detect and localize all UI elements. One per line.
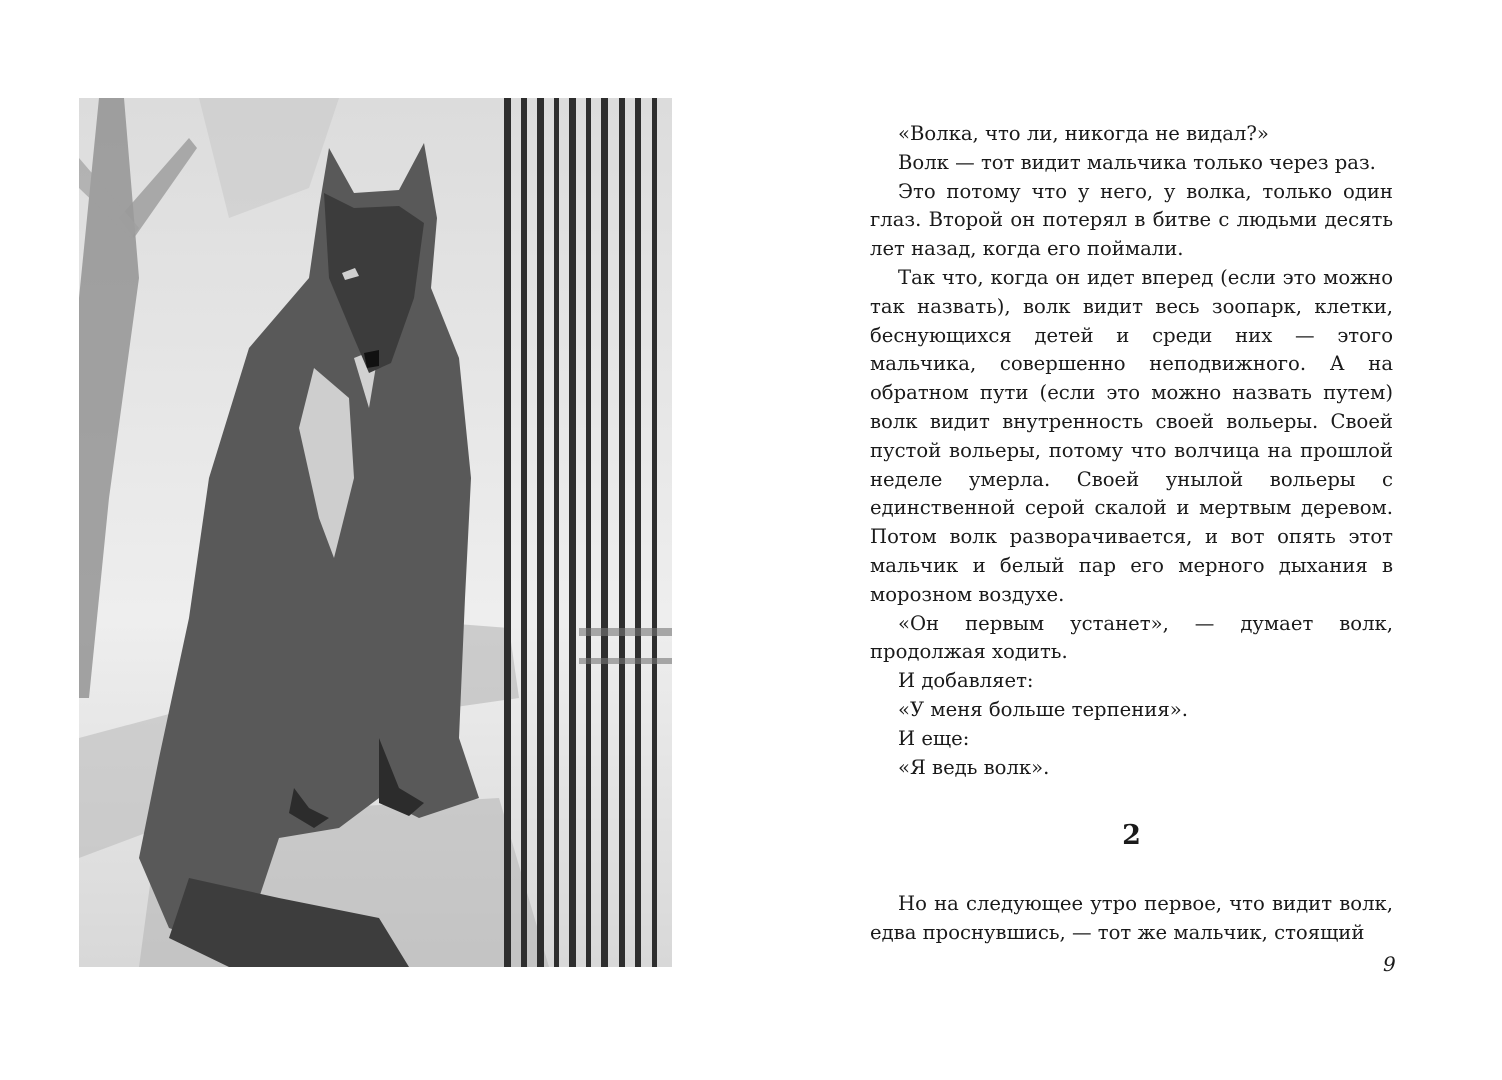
wolf-illustration	[79, 98, 672, 967]
paragraph: Но на следующее утро первое, что видит волк, едва проснувшись, — тот же мальчик, стоящий	[870, 892, 1393, 945]
chapter-heading: 2	[1122, 820, 1141, 852]
page-text	[870, 120, 1393, 948]
right-page	[751, 0, 1502, 1080]
paragraph: «У меня больше терпения».	[898, 697, 1188, 721]
page-number: 9	[1383, 952, 1396, 976]
paragraph: «Я ведь волк».	[898, 755, 1050, 779]
paragraph: «Он первым устанет», — думает волк, продолжая ходить.	[870, 611, 1393, 664]
paragraph: И добавляет:	[898, 669, 1034, 693]
paragraph: Волк — тот видит мальчика только через раз.	[898, 150, 1376, 174]
paragraph: «Волка, что ли, никогда не видал?»	[898, 122, 1269, 145]
paragraph: Это потому что у него, у волка, только один глаз. Второй он потерял в битве с людьми десять лет назад, когда его поймали.	[870, 179, 1393, 261]
paragraph: И еще:	[898, 726, 970, 750]
wolf-icon	[79, 98, 672, 967]
paragraph: Так что, когда он идет вперед (если это можно так назвать), волк видит весь зоопарк, клетки, беснующихся детей и среди них — этого мальчика, совершенно неподвижного. А на обратном пути (если это можно назвать путем) волк видит внутренность своей вольеры. Своей пустой вольеры, потому что волчица на прошлой неделе умерла. Своей унылой вольеры с единственной серой скалой и мертвым деревом. Потом волк разворачивается, и вот опять этот мальчик и белый пар его мерного дыхания в морозном воздухе.	[870, 265, 1393, 606]
